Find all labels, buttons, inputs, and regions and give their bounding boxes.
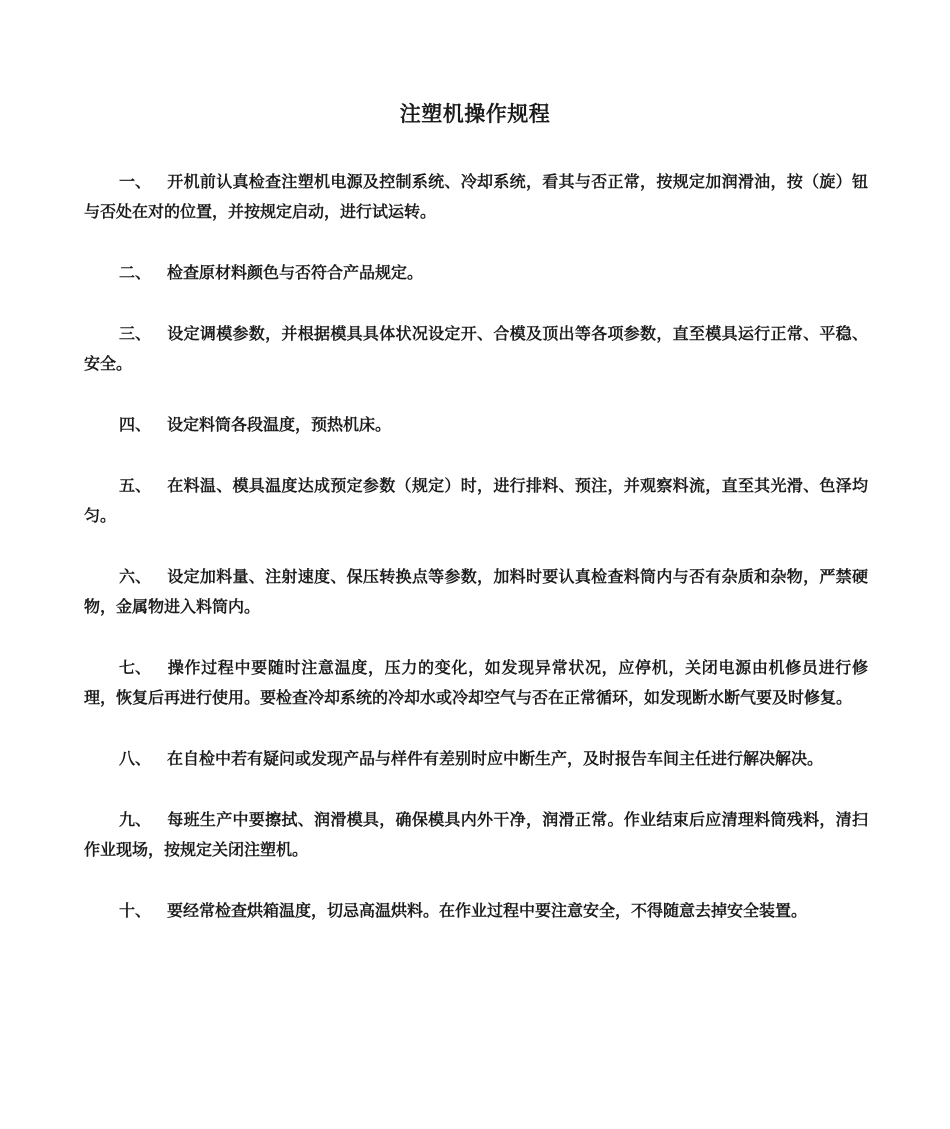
paragraph-4 [84, 410, 868, 440]
paragraph-text: 要经常检查烘箱温度，切忌高温烘料。在作业过程中要注意安全，不得随意去掉安全装置。 [167, 901, 808, 920]
paragraph-text: 在自检中若有疑问或发现产品与样件有差别时应中断生产，及时报告车间主任进行解决解决。 [167, 749, 824, 768]
paragraph-number: 二、 [119, 263, 152, 282]
paragraph-6 [84, 562, 868, 622]
paragraph-text: 设定调模参数，并根据模具具体状况设定开、合模及顶出等各项参数，直至模具运行正常、平稳、安全。 [84, 324, 868, 373]
paragraph-10 [84, 896, 868, 926]
paragraph-2 [84, 258, 868, 288]
paragraph-number: 一、 [119, 172, 152, 191]
paragraph-text: 检查原材料颜色与否符合产品规定。 [167, 263, 424, 282]
paragraph-7 [84, 653, 868, 713]
paragraph-number: 六、 [119, 567, 152, 586]
paragraph-9 [84, 805, 868, 865]
paragraph-number: 八、 [119, 749, 152, 768]
paragraph-number: 九、 [119, 810, 152, 829]
paragraph-number: 五、 [119, 476, 152, 495]
paragraph-3 [84, 319, 868, 379]
paragraph-text: 开机前认真检查注塑机电源及控制系统、冷却系统，看其与否正常，按规定加润滑油，按（旋）钮与否处在对的位置，并按规定启动，进行试运转。 [84, 172, 868, 221]
paragraph-text: 操作过程中要随时注意温度，压力的变化，如发现异常状况，应停机，关闭电源由机修员进行修理，恢复后再进行使用。要检查冷却系统的冷却水或冷却空气与否在正常循环，如发现断水断气要及时修复。 [84, 658, 868, 707]
paragraph-text: 每班生产中要擦拭、润滑模具，确保模具内外干净，润滑正常。作业结束后应清理料筒残料，清扫作业现场，按规定关闭注塑机。 [84, 810, 868, 859]
paragraph-text: 设定加料量、注射速度、保压转换点等参数，加料时要认真检查料筒内与否有杂质和杂物，严禁硬物，金属物进入料筒内。 [84, 567, 868, 616]
paragraph-number: 四、 [119, 415, 152, 434]
document-title: 注塑机操作规程 [399, 102, 551, 126]
paragraph-text: 设定料筒各段温度，预热机床。 [167, 415, 392, 434]
paragraph-text: 在料温、模具温度达成预定参数（规定）时，进行排料、预注，并观察料流，直至其光滑、色泽均匀。 [84, 476, 868, 525]
document-body [84, 167, 868, 957]
paragraph-8 [84, 744, 868, 774]
paragraph-number: 十、 [119, 901, 152, 920]
paragraph-number: 七、 [119, 658, 152, 677]
paragraph-1 [84, 167, 868, 227]
paragraph-5 [84, 471, 868, 531]
paragraph-number: 三、 [119, 324, 152, 343]
